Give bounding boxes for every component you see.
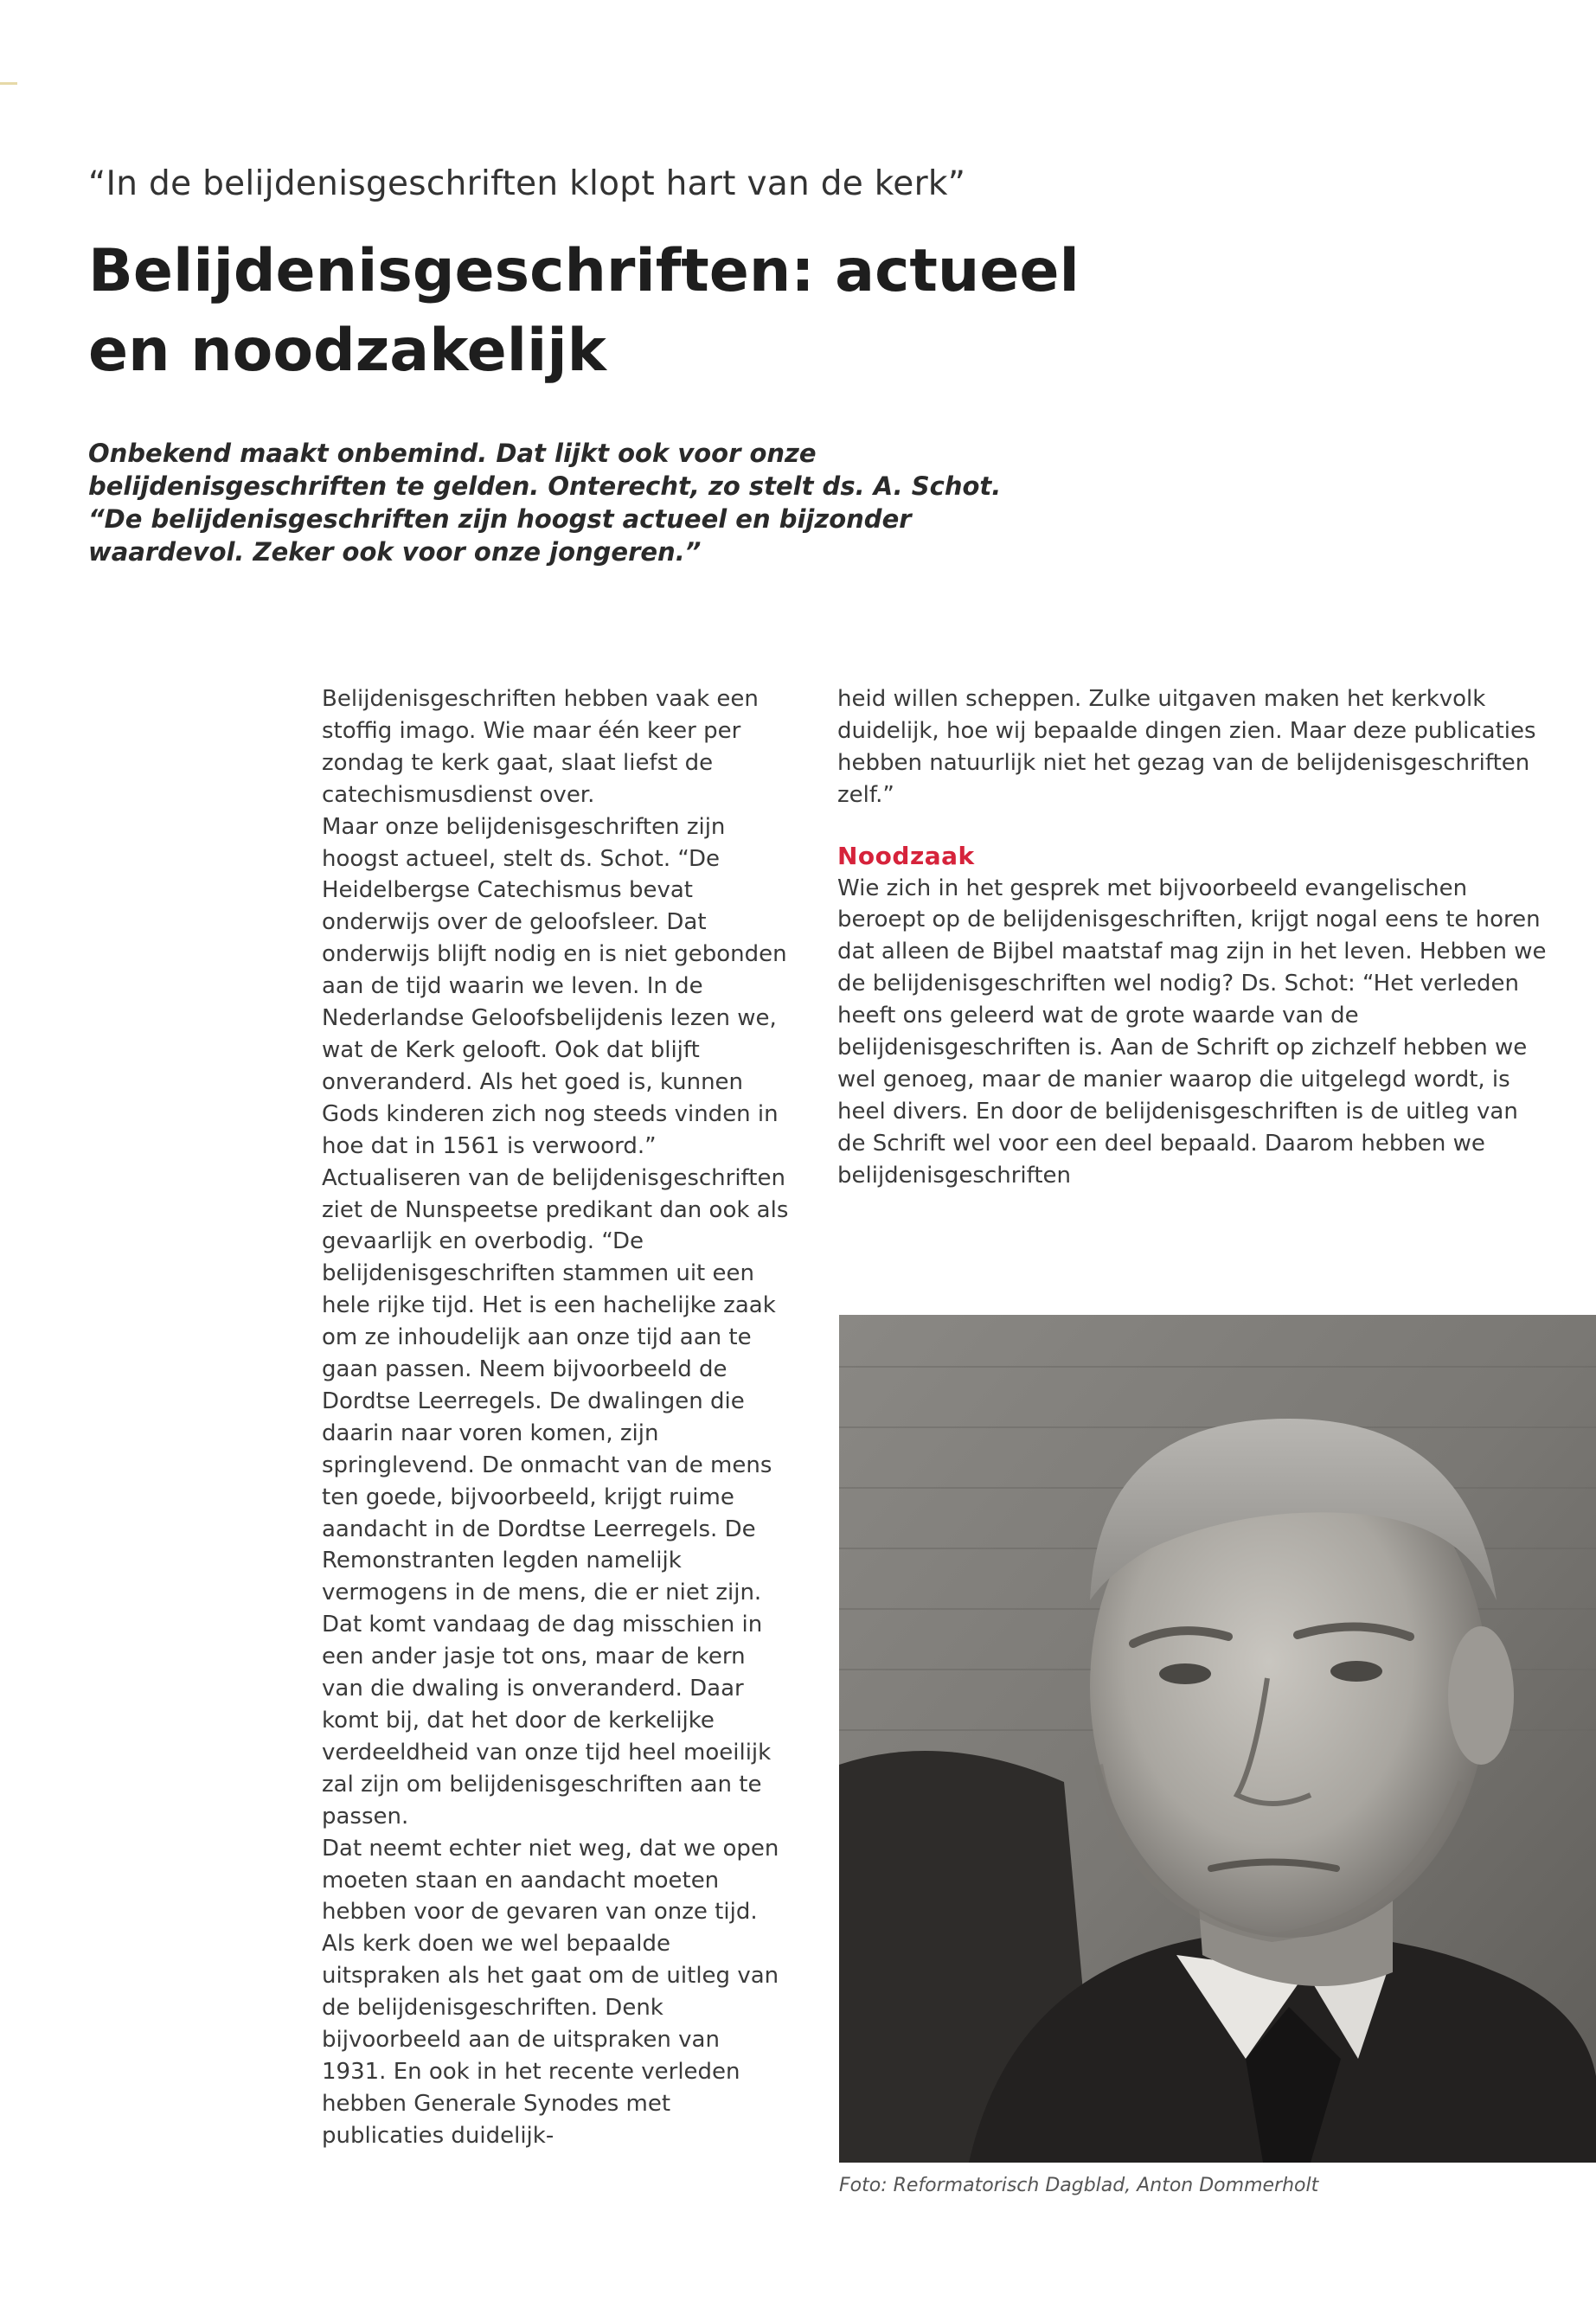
section-subhead: Noodzaak (837, 841, 975, 870)
paragraph: heid willen scheppen. Zulke uitgaven maken het kerkvolk duidelijk, hoe wij bepaalde dingen zien. Maar deze publicaties hebben natuurlijk niet het gezag van de belijdenisgeschriften zelf.” (837, 686, 1536, 808)
portrait-photo (839, 1315, 1596, 2163)
portrait-illustration (839, 1315, 1596, 2163)
paragraph: Wie zich in het gesprek met bijvoorbeeld evangelischen beroept op de belijdenisgeschriften, krijgt nogal eens te horen dat alleen de Bijbel maatstaf mag zijn in het leven. Hebben we de belijdenisgeschriften wel nodig? Ds. Schot: “Het verleden heeft ons geleerd wat de grote waarde van de belijdenisgeschriften is. Aan de Schrift op zichzelf hebben we wel genoeg, maar de manier waarop die uitgelegd wordt, is heel divers. En door de belijdenisgeschriften is de uitleg van de Schrift wel voor een deel bepaald. Daarom hebben we belijdenisgeschriften (837, 875, 1547, 1189)
scan-edge-mark (0, 82, 17, 85)
article-column-2 (837, 683, 1547, 1192)
article-kicker: “In de belijdenisgeschriften klopt hart van de kerk” (88, 164, 966, 203)
paragraph: Maar onze belijdenisgeschriften zijn hoogst actueel, stelt ds. Schot. “De Heidelbergse Catechismus bevat onderwijs over de geloofsleer. Dat onderwijs blijft nodig en is niet gebonden aan de tijd waarin we leven. In de Nederlandse Geloofsbelijdenis lezen we, wat de Kerk gelooft. Ook dat blijft onveranderd. Als het goed is, kunnen Gods kinderen zich nog steeds vinden in hoe dat in 1561 is verwoord.” (322, 813, 787, 1159)
article-lead: Onbekend maakt onbemind. Dat lijkt ook voor onze belijdenisgeschriften te gelden. Onterecht, zo stelt ds. A. Schot. “De belijdenisgeschriften zijn hoogst actueel en bijzonder waardevol. Zeker ook voor onze jongeren.” (88, 439, 1002, 567)
photo-caption: Foto: Reformatorisch Dagblad, Anton Dommerholt (839, 2175, 1319, 2196)
paragraph: Dat neemt echter niet weg, dat we open moeten staan en aandacht moeten hebben voor de gevaren van onze tijd. Als kerk doen we wel bepaalde uitspraken als het gaat om de uitleg van de belijdenisgeschriften. Denk bijvoorbeeld aan de uitspraken van 1931. En ook in het recente verleden hebben Generale Synodes met publicaties duidelijk- (322, 1835, 779, 2149)
paragraph: Actualiseren van de belijdenisgeschriften ziet de Nunspeetse predikant dan ook als gevaarlijk en overbodig. “De belijdenisgeschriften stammen uit een hele rijke tijd. Het is een hachelijke zaak om ze inhoudelijk aan onze tijd aan te gaan passen. Neem bijvoorbeeld de Dordtse Leerregels. De dwalingen die daarin naar voren komen, zijn springlevend. De onmacht van de mens ten goede, bijvoorbeeld, krijgt ruime aandacht in de Dordtse Leerregels. De Remonstranten legden namelijk vermogens in de mens, die er niet zijn. Dat komt vandaag de dag misschien in een ander jasje tot ons, maar de kern van die dwaling is onveranderd. Daar komt bij, dat het door de kerkelijke verdeeldheid van onze tijd heel moeilijk zal zijn om belijdenisgeschriften aan te passen. (322, 1164, 789, 1830)
article-column-1 (322, 683, 789, 2152)
article-headline: Belijdenisgeschriften: actueel en noodzakelijk (88, 237, 1080, 385)
paragraph: Belijdenisgeschriften hebben vaak een stoffig imago. Wie maar één keer per zondag te kerk gaat, slaat liefst de catechismusdienst over. (322, 686, 759, 808)
